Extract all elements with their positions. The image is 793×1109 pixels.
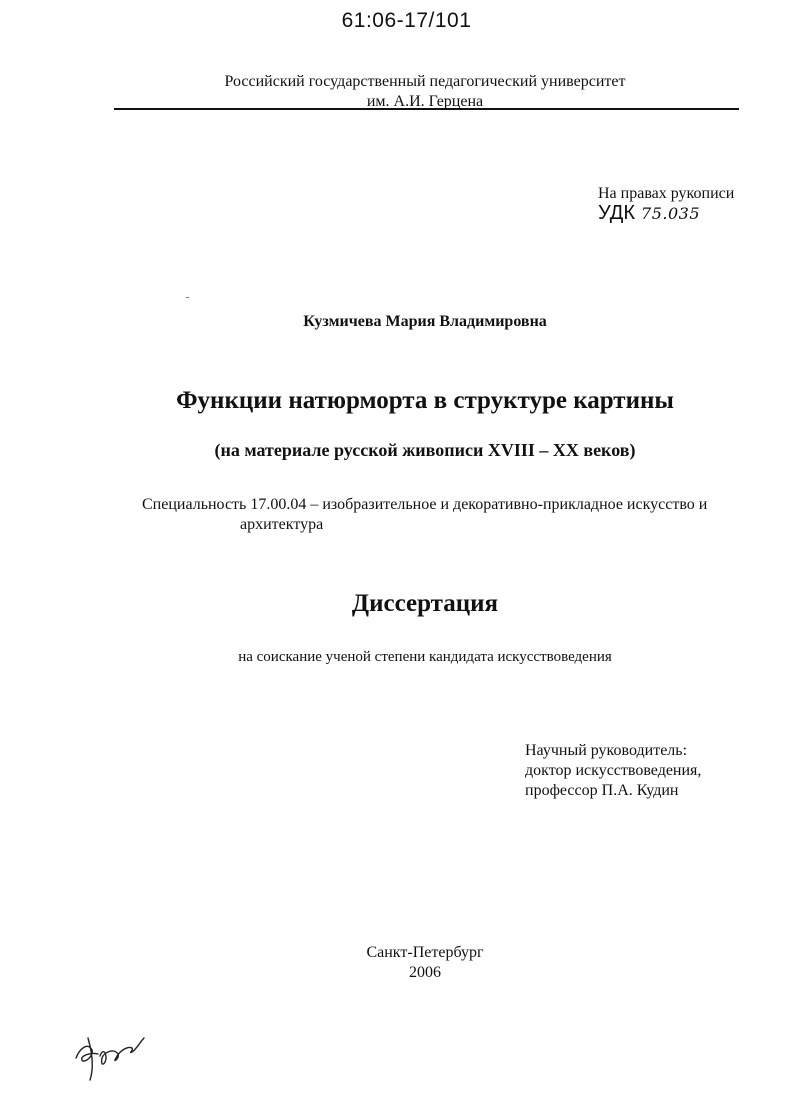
university-line-1: Российский государственный педагогический университет xyxy=(224,73,626,90)
place-and-year xyxy=(0,943,793,983)
degree-statement: на соискание ученой степени кандидата искусствоведения xyxy=(238,649,612,665)
udk-label: УДК xyxy=(598,202,636,224)
archive-code: 61:06-17/101 xyxy=(341,9,472,32)
rights-notice: На правах рукописи xyxy=(598,185,735,202)
document-type: Диссертация xyxy=(351,590,499,617)
dissertation-subtitle: (на материале русской живописи XVIII – XX веков) xyxy=(214,440,636,460)
supervisor-label: Научный руководитель: xyxy=(525,742,688,759)
supervisor-name: профессор П.А. Кудин xyxy=(525,782,679,799)
specialty xyxy=(142,495,742,535)
scan-speck xyxy=(186,297,189,298)
handwritten-signature xyxy=(70,1028,150,1093)
specialty-line-1: Специальность 17.00.04 – изобразительное и декоративно-прикладное искусство и xyxy=(142,496,708,513)
udk-classification xyxy=(598,202,700,225)
place: Санкт-Петербург xyxy=(366,944,484,961)
supervisor-block xyxy=(525,741,701,801)
udk-number: 75.035 xyxy=(641,204,700,223)
author-name: Кузмичева Мария Владимировна xyxy=(303,313,547,330)
signature-icon xyxy=(70,1028,150,1088)
dissertation-title: Функции натюрморта в структуре картины xyxy=(176,387,674,414)
university-name xyxy=(0,72,793,112)
specialty-line-2: архитектура xyxy=(240,516,324,533)
university-line-2: им. А.И. Герцена xyxy=(366,93,484,110)
header-divider xyxy=(114,108,739,110)
year: 2006 xyxy=(409,964,441,981)
supervisor-degree: доктор искусствоведения, xyxy=(525,762,702,779)
